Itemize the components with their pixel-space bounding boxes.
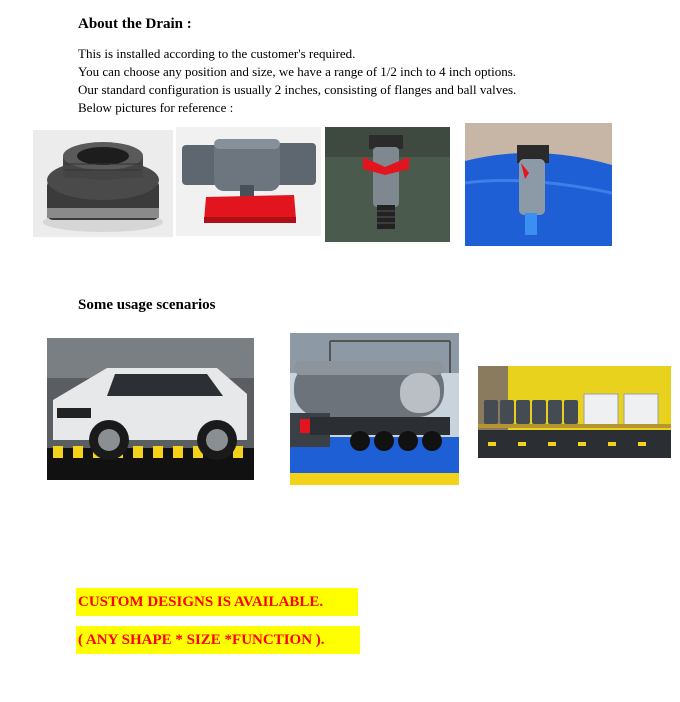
ball-valve-photo [176,127,321,236]
drain-line-3: Our standard configuration is usually 2 inches, consisting of flanges and ball valves. [78,82,517,97]
flange-photo [33,130,173,237]
installed-valve-photo [325,127,450,242]
tanker-truck-photo [290,333,459,485]
drain-line-1: This is installed according to the customer's required. [78,46,356,61]
berm-valve-photo [465,123,612,246]
car-on-berm-photo [47,338,254,480]
custom-designs-banner: CUSTOM DESIGNS IS AVAILABLE. [76,588,358,616]
custom-options-banner: ( ANY SHAPE * SIZE *FUNCTION ). [76,626,360,654]
drain-line-4: Below pictures for reference : [78,100,234,115]
drain-title: About the Drain : [78,16,192,32]
drain-line-2: You can choose any position and size, we have a range of 1/2 inch to 4 inch options. [78,64,517,79]
drums-ibc-photo [478,366,671,458]
usage-title: Some usage scenarios [78,297,216,313]
